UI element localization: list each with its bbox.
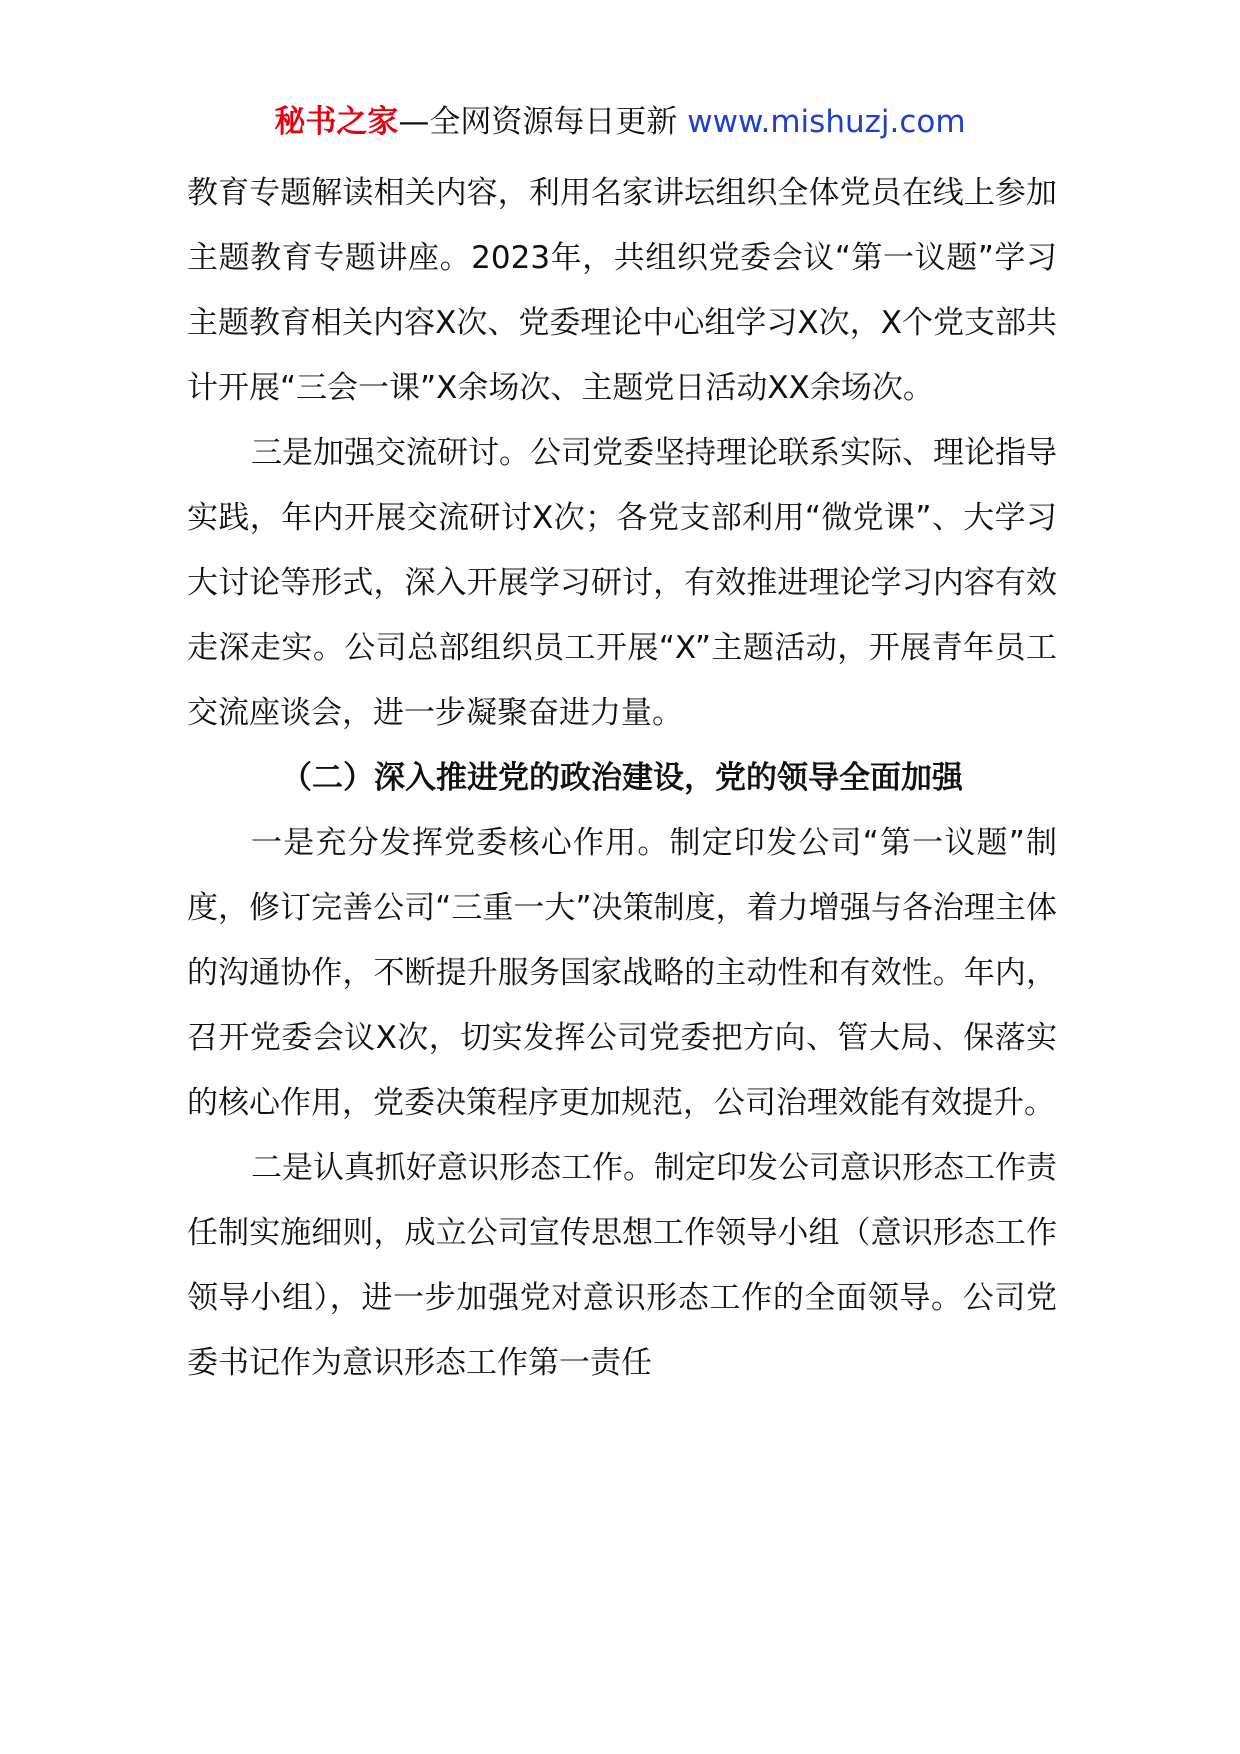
document-body: [187, 161, 1057, 1396]
website-link[interactable]: www.mishuzj.com: [687, 104, 966, 140]
paragraph-ideology-work: 二是认真抓好意识形态工作。制定印发公司意识形态工作责任制实施细则，成立公司宣传思想工作领导小组（意识形态工作领导小组），进一步加强党对意识形态工作的全面领导。公司党委书记作为意识形态工作第一责任: [187, 1150, 1057, 1381]
section-heading: （二）深入推进党的政治建设，党的领导全面加强: [281, 760, 963, 796]
header-tagline: —全网资源每日更新: [398, 104, 688, 140]
page-header: [0, 100, 1240, 144]
brand-name: 秘书之家: [274, 104, 399, 140]
paragraph-party-core-role: 一是充分发挥党委核心作用。制定印发公司“第一议题”制度，修订完善公司“三重一大”决策制度，着力增强与各治理主体的沟通协作，不断提升服务国家战略的主动性和有效性。年内，召开党委会议X次，切实发挥公司党委把方向、管大局、保落实的核心作用，党委决策程序更加规范，公司治理效能有效提升。: [187, 825, 1057, 1121]
paragraph-exchange-discussion: 三是加强交流研讨。公司党委坚持理论联系实际、理论指导实践，年内开展交流研讨X次；各党支部利用“微党课”、大学习大讨论等形式，深入开展学习研讨，有效推进理论学习内容有效走深走实。公司总部组织员工开展“X”主题活动，开展青年员工交流座谈会，进一步凝聚奋进力量。: [187, 435, 1057, 731]
paragraph-continued: 教育专题解读相关内容，利用名家讲坛组织全体党员在线上参加主题教育专题讲座。2023年，共组织党委会议“第一议题”学习主题教育相关内容X次、党委理论中心组学习X次，X个党支部共计开展“三会一课”X余场次、主题党日活动XX余场次。: [187, 175, 1057, 406]
